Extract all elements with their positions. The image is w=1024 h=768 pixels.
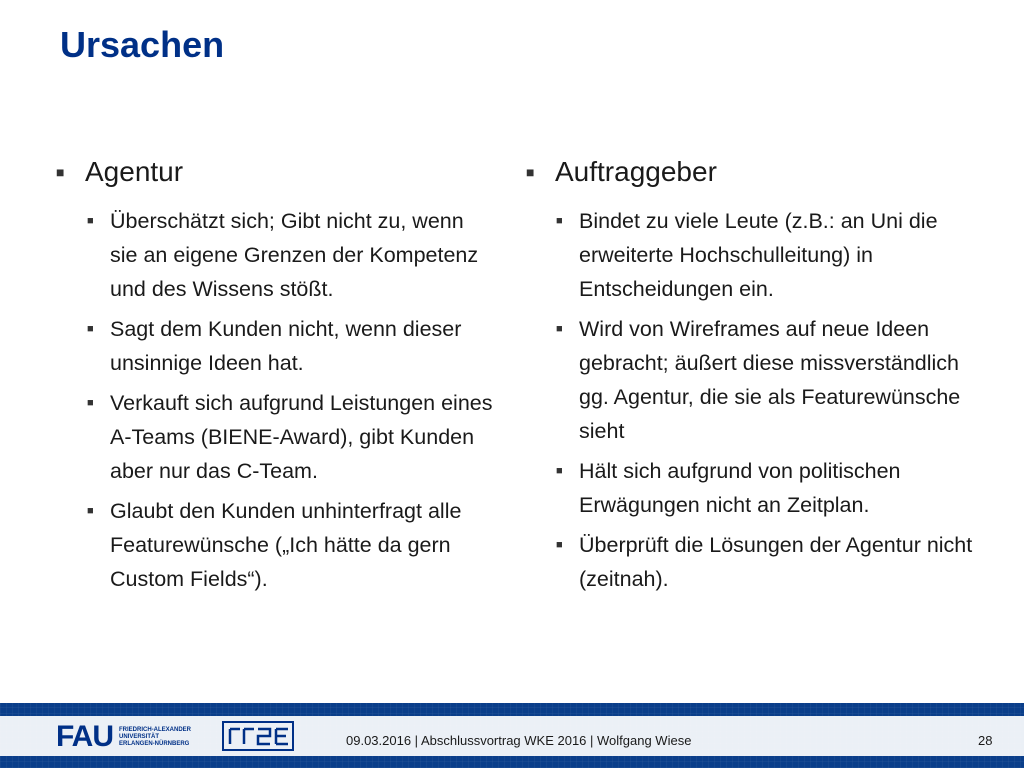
fau-logo-subtitle — [119, 727, 191, 748]
page-number: 28 — [978, 733, 993, 748]
left-heading — [56, 150, 496, 194]
square-bullet-icon: ■ — [87, 323, 94, 335]
list-item-text: Glaubt den Kunden unhinterfragt alle Featurewünsche („Ich hätte da gern Custom Fields“). — [110, 499, 462, 591]
right-heading — [526, 150, 976, 194]
list-item — [56, 386, 496, 488]
square-bullet-icon: ■ — [526, 164, 535, 180]
list-item-text: Verkauft sich aufgrund Leistungen eines A-Teams (BIENE-Award), gibt Kunden aber nur das C-Team. — [110, 391, 493, 483]
right-heading-label: Auftraggeber — [555, 156, 717, 187]
rrze-logo — [222, 721, 294, 751]
fau-logo-line: FRIEDRICH-ALEXANDER — [119, 726, 191, 733]
list-item — [56, 312, 496, 380]
list-item-text: Hält sich aufgrund von politischen Erwägungen nicht an Zeitplan. — [579, 459, 901, 517]
square-bullet-icon: ■ — [556, 323, 563, 335]
square-bullet-icon: ■ — [556, 539, 563, 551]
list-item — [56, 494, 496, 596]
fau-logo-line: ERLANGEN-NÜRNBERG — [119, 740, 190, 747]
right-column — [526, 150, 976, 602]
square-bullet-icon: ■ — [556, 215, 563, 227]
list-item-text: Überschätzt sich; Gibt nicht zu, wenn sie an eigene Grenzen der Kompetenz und des Wissens stößt. — [110, 209, 479, 301]
square-bullet-icon: ■ — [56, 164, 65, 180]
list-item — [526, 528, 976, 596]
list-item-text: Überprüft die Lösungen der Agentur nicht (zeitnah). — [579, 533, 973, 591]
left-column — [56, 150, 496, 602]
list-item-text: Sagt dem Kunden nicht, wenn dieser unsinnige Ideen hat. — [110, 317, 462, 375]
list-item-text: Bindet zu viele Leute (z.B.: an Uni die erweiterte Hochschulleitung) in Entscheidungen ein. — [579, 209, 938, 301]
square-bullet-icon: ■ — [87, 505, 94, 517]
left-heading-label: Agentur — [85, 156, 184, 187]
list-item — [526, 312, 976, 448]
fau-logo-line: UNIVERSITÄT — [119, 733, 160, 740]
square-bullet-icon: ■ — [556, 465, 563, 477]
square-bullet-icon: ■ — [87, 215, 94, 227]
list-item — [526, 204, 976, 306]
fau-logo-mark: FAU — [56, 720, 113, 753]
slide-title: Ursachen — [60, 24, 225, 65]
list-item — [56, 204, 496, 306]
footer-info: 09.03.2016 | Abschlussvortrag WKE 2016 | Wolfgang Wiese — [346, 733, 692, 748]
square-bullet-icon: ■ — [87, 397, 94, 409]
list-item-text: Wird von Wireframes auf neue Ideen gebracht; äußert diese missverständlich gg. Agentur, die sie als Featurewünsche sieht — [579, 317, 961, 443]
list-item — [526, 454, 976, 522]
fau-logo — [56, 722, 196, 752]
